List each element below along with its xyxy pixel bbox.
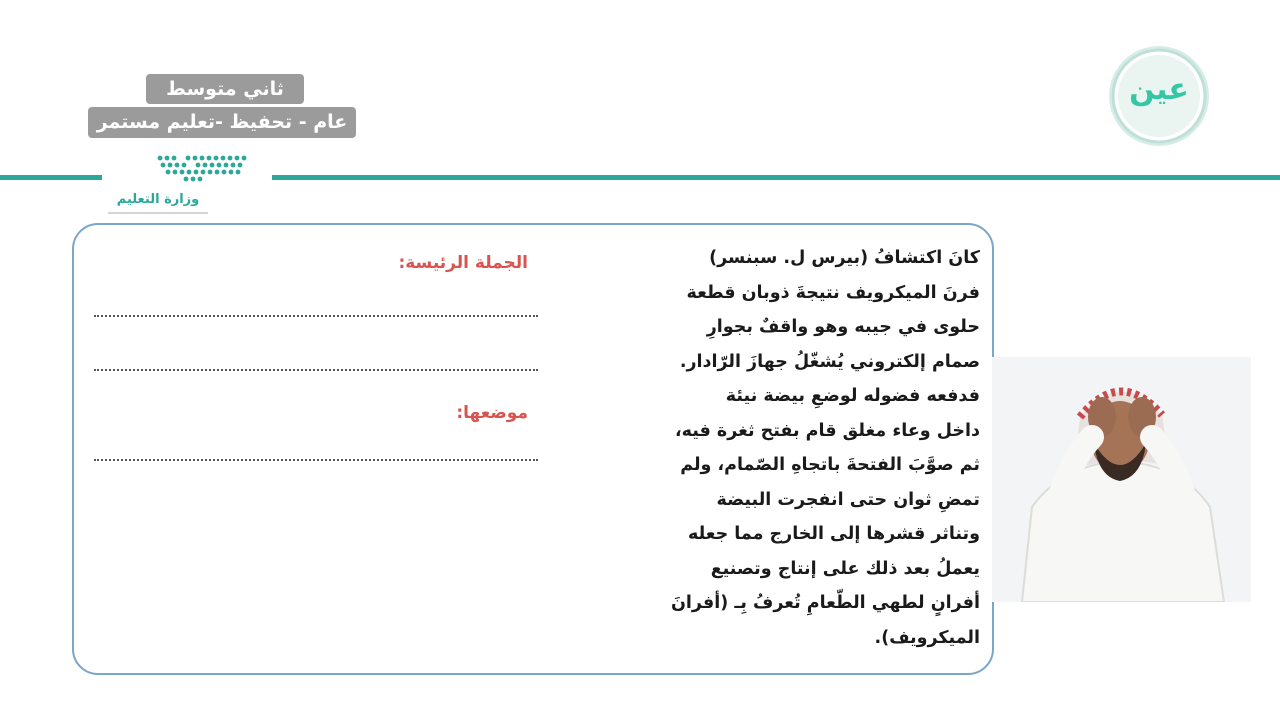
passage-line: يعملُ بعد ذلك على إنتاج وتصنيع (710, 558, 980, 579)
ministry-logo-icon (108, 152, 248, 220)
track-badge: عام - تحفيظ -تعليم مستمر (88, 107, 356, 138)
grade-badge: ثاني متوسط (146, 74, 304, 104)
passage-text (550, 241, 980, 655)
passage-line: داخل وعاء مغلق قام بفتح ثغرة فيه، (674, 420, 980, 441)
passage-line: الميكرويف). (874, 627, 980, 648)
passage-line: كانَ اكتشافُ (بيرس ل. سبنسر) (709, 248, 980, 268)
main-sentence-label: الجملة الرئيسة: (398, 253, 528, 273)
header-band-left (0, 175, 102, 180)
passage-line: وتناثر قشرها إلى الخارج مما جعله (687, 524, 980, 544)
passage-line: فرنَ الميكرويف نتيجةَ ذوبان قطعة (686, 282, 980, 303)
ministry-label: وزارة التعليم (116, 192, 200, 207)
passage-line: حلوى في جيبه وهو واقفٌ بجوارِ (706, 317, 980, 337)
answer-line (94, 315, 538, 317)
passage-line: أفرانٍ لطهي الطّعامِ تُعرفُ بِـ (أفرانَ (670, 593, 980, 613)
passage-line: فدفعه فضوله لوضعِ بيضة نيئة (725, 386, 980, 406)
answer-line (94, 369, 538, 371)
header-band-right (272, 175, 1280, 180)
passage-line: ثم صوَّبَ الفتحةَ باتجاهِ الصّمام، ولم (680, 455, 980, 475)
answer-line (94, 459, 538, 461)
presenter-figure (992, 357, 1251, 602)
position-label: موضعها: (456, 403, 528, 423)
lesson-card (72, 223, 994, 675)
passage-line: صمام إلكتروني يُشغّلُ جهازَ الرّادار. (679, 351, 980, 372)
channel-label: عين (1129, 72, 1189, 107)
passage-line: تمضِ ثوان حتى انفجرت البيضة (716, 489, 980, 510)
sign-language-video (992, 357, 1251, 602)
